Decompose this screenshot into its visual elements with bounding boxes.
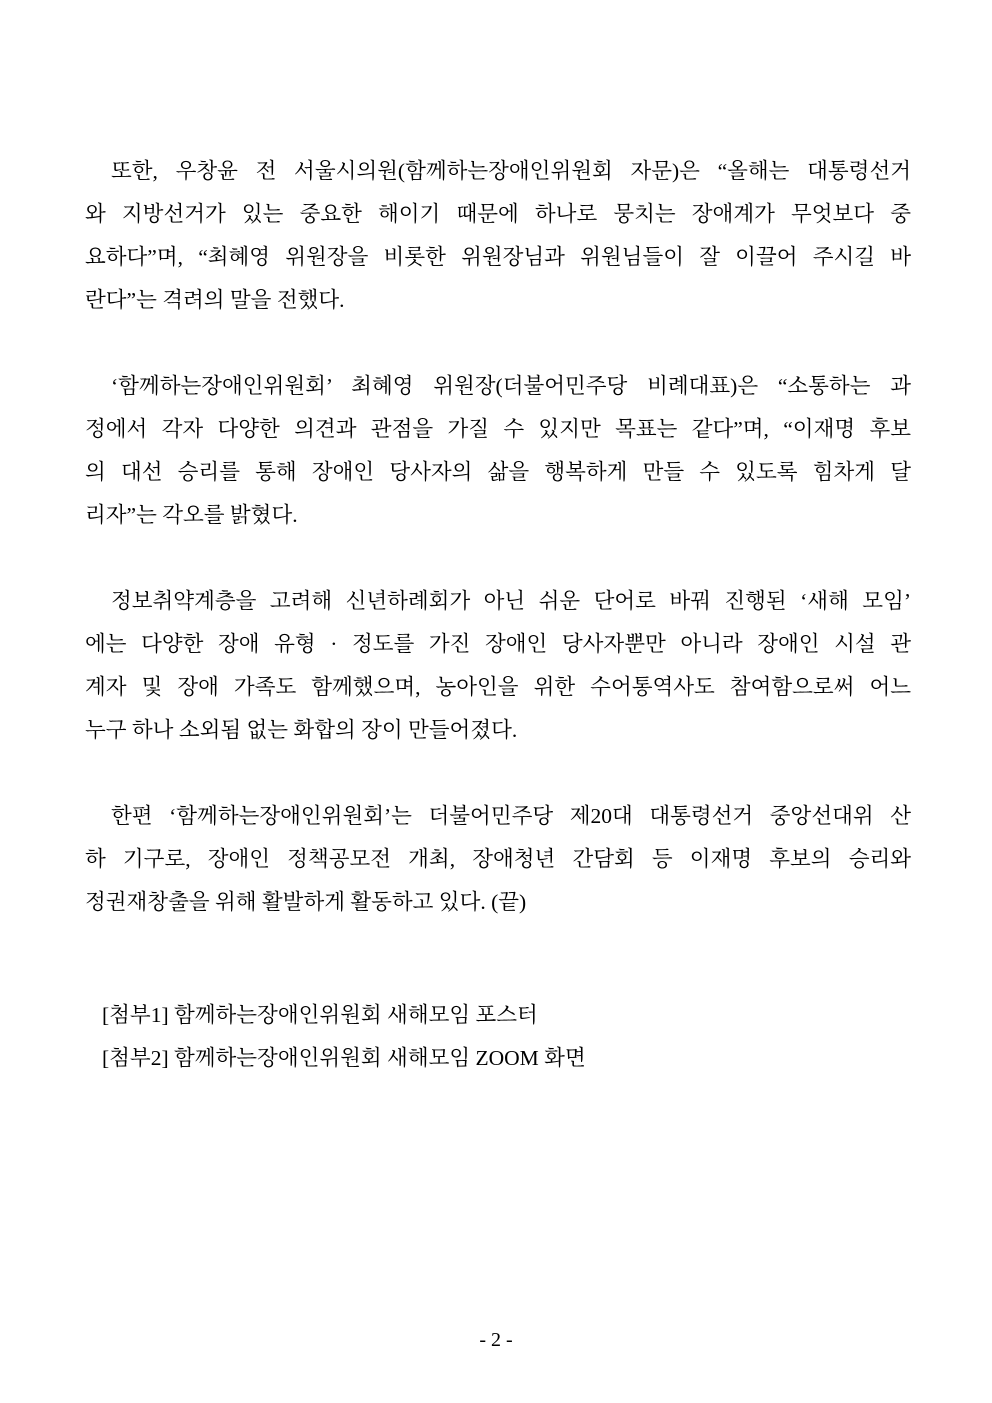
text-line: 리자”는 각오를 밝혔다. [85,503,298,527]
paragraph [85,150,911,322]
paragraph [85,365,911,537]
text-line: 의 대선 승리를 통해 장애인 당사자의 삶을 행복하게 만들 수 있도록 힘차게 달 [85,460,911,484]
text-line: 정에서 각자 다양한 의견과 관점을 가질 수 있지만 목표는 같다”며, “이재명 후보 [85,417,911,441]
text-line: 계자 및 장애 가족도 함께했으며, 농아인을 위한 수어통역사도 참여함으로써 어느 [85,675,911,699]
text-line: 정보취약계층을 고려해 신년하례회가 아닌 쉬운 단어로 바꿔 진행된 ‘새해 모임’ [111,589,911,613]
text-line: 에는 다양한 장애 유형 · 정도를 가진 장애인 당사자뿐만 아니라 장애인 시설 관 [85,632,911,656]
text-line: 또한, 우창윤 전 서울시의원(함께하는장애인위원회 자문)은 “올해는 대통령선거 [111,159,911,183]
text-line: 요하다”며, “최혜영 위원장을 비롯한 위원장님과 위원님들이 잘 이끌어 주시길 바 [85,245,911,269]
paragraph [85,795,911,924]
text-line: 란다”는 격려의 말을 전했다. [85,288,345,312]
paragraph [85,580,911,752]
text-line: 하 기구로, 장애인 정책공모전 개최, 장애청년 간담회 등 이재명 후보의 승리와 [85,847,911,871]
text-line: ‘함께하는장애인위원회’ 최혜영 위원장(더불어민주당 비례대표)은 “소통하는 과 [111,374,911,398]
text-line: 와 지방선거가 있는 중요한 해이기 때문에 하나로 뭉치는 장애계가 무엇보다 중 [85,202,911,226]
attachments-list [85,994,911,1080]
page-number: - 2 - [479,1329,513,1351]
document-body [85,150,911,1080]
text-line: 정권재창출을 위해 활발하게 활동하고 있다. (끝) [85,890,527,914]
attachment-line: [첨부1] 함께하는장애인위원회 새해모임 포스터 [102,1003,538,1027]
text-line: 누구 하나 소외됨 없는 화합의 장이 만들어졌다. [85,718,518,742]
attachment-line: [첨부2] 함께하는장애인위원회 새해모임 ZOOM 화면 [102,1046,586,1070]
text-line: 한편 ‘함께하는장애인위원회’는 더불어민주당 제20대 대통령선거 중앙선대위 산 [111,804,911,828]
